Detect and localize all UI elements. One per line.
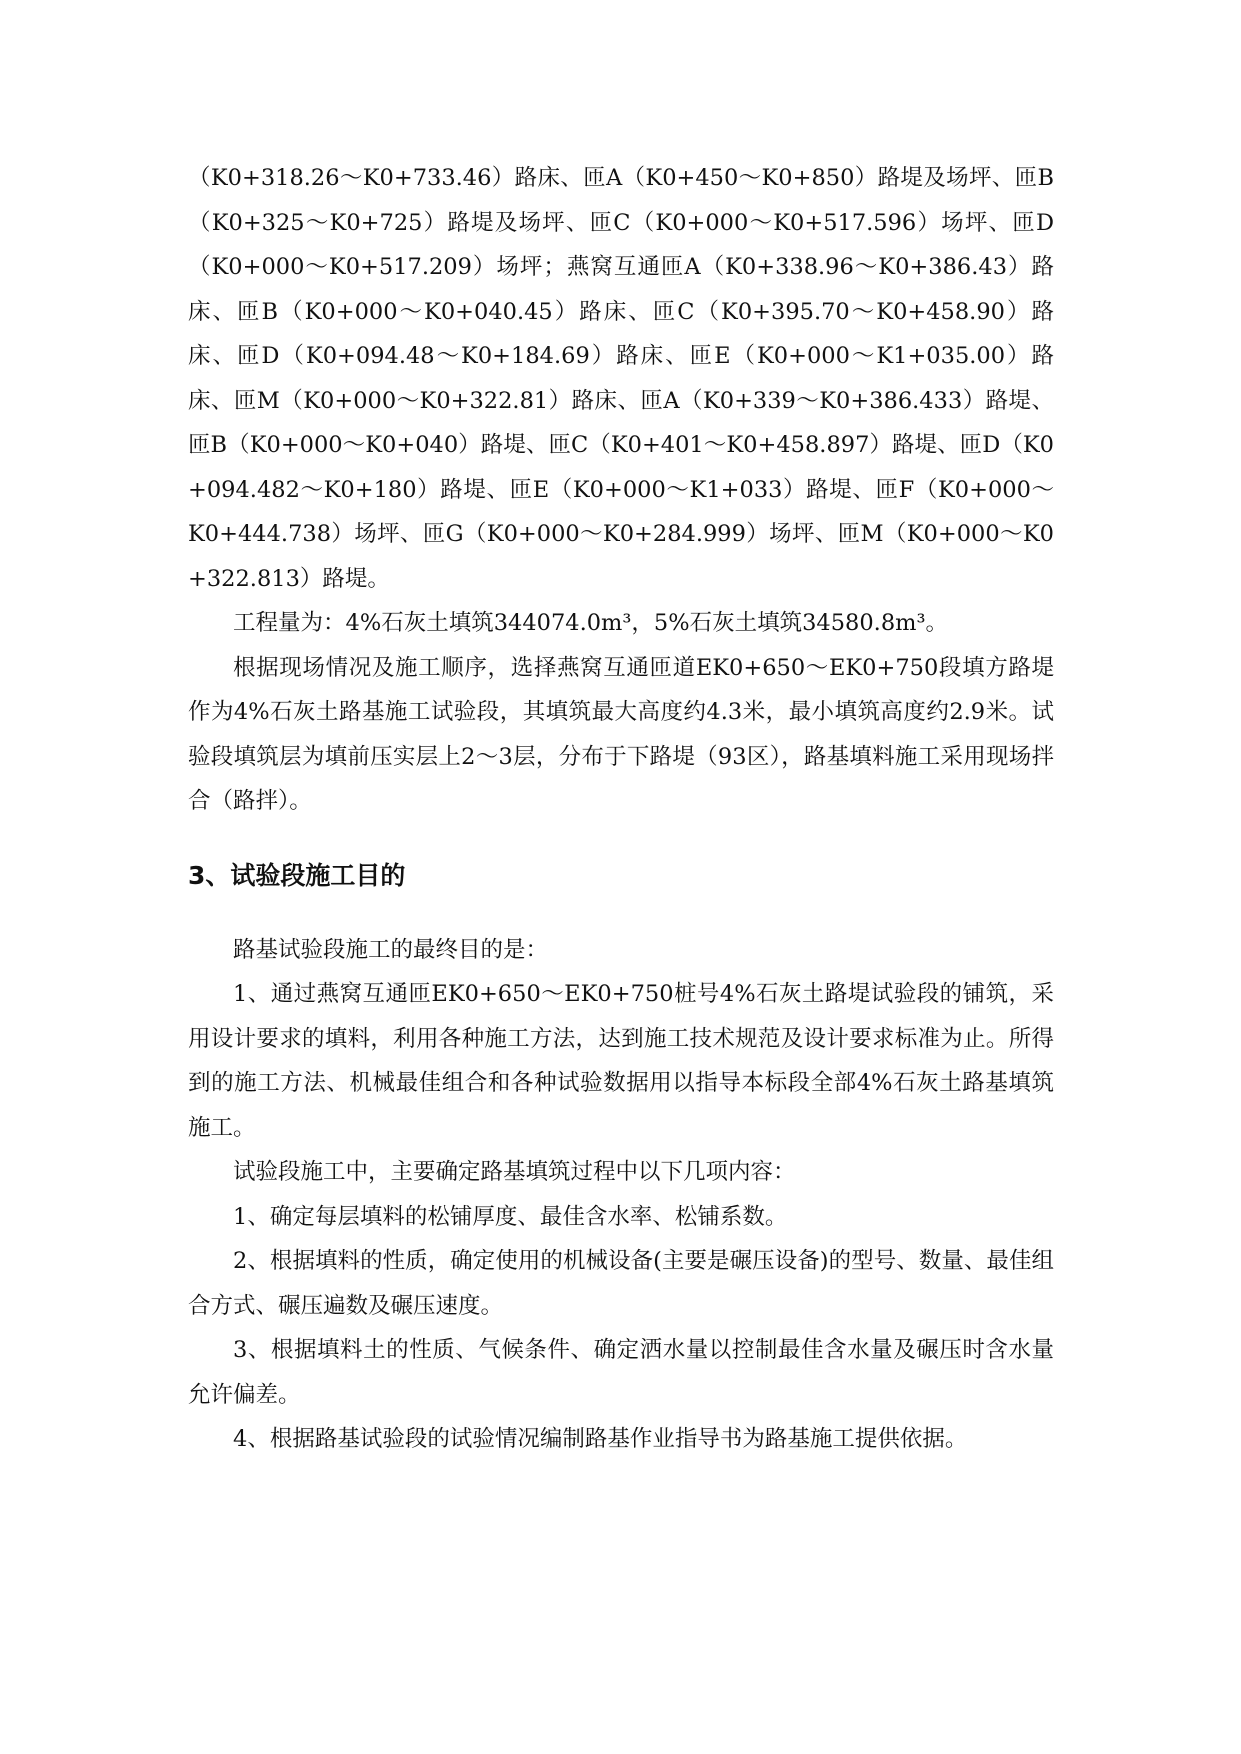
section-heading: 3、试验段施工目的 [188,860,406,890]
paragraph-determine-item-1: 1、确定每层填料的松铺厚度、最佳含水率、松铺系数。 [233,1203,788,1230]
paragraph-purpose-intro: 路基试验段施工的最终目的是： [233,936,549,963]
paragraph-determine-item-3: 3、根据填料土的性质、气候条件、确定洒水量以控制最佳含水量及碾压时含水量允许偏差。 [188,1337,1054,1408]
paragraph-test-section-selection: 根据现场情况及施工顺序，选择燕窝互通匝道EK0+650～EK0+750段填方路堤作为4%石灰土路基施工试验段，其填筑最大高度约4.3米，最小填筑高度约2.9米。试验段填筑层为填前压实层上2～3层，分布于下路堤（93区），路基填料施工采用现场拌合（路拌）。 [188,654,1054,814]
paragraph-ramp-list: （K0+318.26～K0+733.46）路床、匝A（K0+450～K0+850）路堤及场坪、匝B（K0+325～K0+725）路堤及场坪、匝C（K0+000～K0+517.596）场坪、匝D（K0+000～K0+517.209）场坪；燕窝互通匝A（K0+338.96～K0+386.43）路床、匝B（K0+000～K0+040.45）路床、匝C（K0+395.70～K0+458.90）路床、匝D（K0+094.48～K0+184.69）路床、匝E（K0+000～K1+035.00）路床、匝M（K0+000～K0+322.81）路床、匝A（K0+339～K0+386.433）路堤、匝B（K0+000～K0+040）路堤、匝C（K0+401～K0+458.897）路堤、匝D（K0+094.482～K0+180）路堤、匝E（K0+000～K1+033）路堤、匝F（K0+000～K0+444.738）场坪、匝G（K0+000～K0+284.999）场坪、匝M（K0+000～K0+322.813）路堤。 [188,165,1054,592]
paragraph-purpose-item-1: 1、通过燕窝互通匝EK0+650～EK0+750桩号4%石灰土路堤试验段的铺筑，采用设计要求的填料，利用各种施工方法，达到施工技术规范及设计要求标准为止。所得到的施工方法、机械最佳组合和各种试验数据用以指导本标段全部4%石灰土路基填筑施工。 [188,981,1054,1141]
paragraph-quantity: 工程量为：4%石灰土填筑344074.0m³，5%石灰土填筑34580.8m³。 [233,610,949,636]
paragraph-determine-item-4: 4、根据路基试验段的试验情况编制路基作业指导书为路基施工提供依据。 [233,1426,968,1452]
paragraph-determine-intro: 试验段施工中，主要确定路基填筑过程中以下几项内容： [233,1159,796,1185]
paragraph-determine-item-2: 2、根据填料的性质，确定使用的机械设备(主要是碾压设备)的型号、数量、最佳组合方式、碾压遍数及碾压速度。 [188,1248,1054,1319]
document-body [188,156,1054,1462]
